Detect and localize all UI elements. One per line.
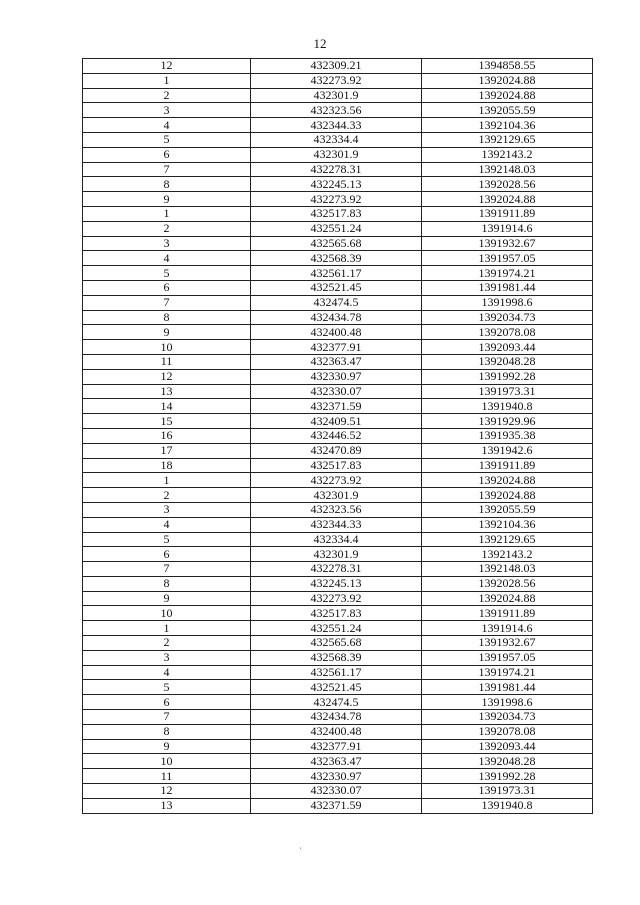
table-row xyxy=(83,488,593,503)
y-coordinate-cell: 1392024.88 xyxy=(422,88,593,103)
x-coordinate-cell: 432377.91 xyxy=(251,739,422,754)
y-coordinate-cell: 1392148.03 xyxy=(422,162,593,177)
table-row xyxy=(83,621,593,636)
point-number-cell: 18 xyxy=(83,458,251,473)
point-number-cell: 2 xyxy=(83,88,251,103)
table-row xyxy=(83,473,593,488)
coordinates-table xyxy=(82,58,593,814)
y-coordinate-cell: 1392148.03 xyxy=(422,562,593,577)
x-coordinate-cell: 432517.83 xyxy=(251,606,422,621)
table-row xyxy=(83,754,593,769)
table-row xyxy=(83,798,593,813)
point-number-cell: 17 xyxy=(83,443,251,458)
table-row xyxy=(83,739,593,754)
point-number-cell: 12 xyxy=(83,784,251,799)
table-row xyxy=(83,147,593,162)
y-coordinate-cell: 1394858.55 xyxy=(422,59,593,74)
y-coordinate-cell: 1392028.56 xyxy=(422,576,593,591)
point-number-cell: 16 xyxy=(83,428,251,443)
point-number-cell: 11 xyxy=(83,769,251,784)
table-row xyxy=(83,73,593,88)
y-coordinate-cell: 1392024.88 xyxy=(422,488,593,503)
x-coordinate-cell: 432568.39 xyxy=(251,251,422,266)
x-coordinate-cell: 432474.5 xyxy=(251,295,422,310)
y-coordinate-cell: 1392093.44 xyxy=(422,340,593,355)
x-coordinate-cell: 432474.5 xyxy=(251,695,422,710)
table-row xyxy=(83,399,593,414)
x-coordinate-cell: 432330.07 xyxy=(251,784,422,799)
table-row xyxy=(83,384,593,399)
y-coordinate-cell: 1391935.38 xyxy=(422,428,593,443)
point-number-cell: 3 xyxy=(83,103,251,118)
table-row xyxy=(83,547,593,562)
point-number-cell: 9 xyxy=(83,739,251,754)
table-row xyxy=(83,606,593,621)
table-row xyxy=(83,576,593,591)
x-coordinate-cell: 432400.48 xyxy=(251,325,422,340)
point-number-cell: 4 xyxy=(83,251,251,266)
x-coordinate-cell: 432301.9 xyxy=(251,88,422,103)
table-row xyxy=(83,680,593,695)
point-number-cell: 9 xyxy=(83,325,251,340)
point-number-cell: 15 xyxy=(83,414,251,429)
table-row xyxy=(83,369,593,384)
x-coordinate-cell: 432273.92 xyxy=(251,591,422,606)
point-number-cell: 1 xyxy=(83,73,251,88)
y-coordinate-cell: 1391998.6 xyxy=(422,295,593,310)
point-number-cell: 7 xyxy=(83,295,251,310)
table-row xyxy=(83,251,593,266)
x-coordinate-cell: 432434.78 xyxy=(251,310,422,325)
y-coordinate-cell: 1392078.08 xyxy=(422,724,593,739)
y-coordinate-cell: 1391914.6 xyxy=(422,221,593,236)
x-coordinate-cell: 432344.33 xyxy=(251,517,422,532)
point-number-cell: 9 xyxy=(83,591,251,606)
y-coordinate-cell: 1391940.8 xyxy=(422,798,593,813)
x-coordinate-cell: 432301.9 xyxy=(251,547,422,562)
y-coordinate-cell: 1392028.56 xyxy=(422,177,593,192)
table-row xyxy=(83,724,593,739)
point-number-cell: 8 xyxy=(83,310,251,325)
y-coordinate-cell: 1392143.2 xyxy=(422,147,593,162)
point-number-cell: 11 xyxy=(83,354,251,369)
y-coordinate-cell: 1391914.6 xyxy=(422,621,593,636)
point-number-cell: 10 xyxy=(83,606,251,621)
y-coordinate-cell: 1391981.44 xyxy=(422,680,593,695)
point-number-cell: 5 xyxy=(83,680,251,695)
x-coordinate-cell: 432309.21 xyxy=(251,59,422,74)
y-coordinate-cell: 1392024.88 xyxy=(422,73,593,88)
y-coordinate-cell: 1392104.36 xyxy=(422,517,593,532)
table-row xyxy=(83,650,593,665)
y-coordinate-cell: 1391992.28 xyxy=(422,769,593,784)
x-coordinate-cell: 432517.83 xyxy=(251,458,422,473)
page-number: 12 xyxy=(313,36,327,51)
stray-mark: ' xyxy=(300,846,302,855)
point-number-cell: 12 xyxy=(83,369,251,384)
x-coordinate-cell: 432561.17 xyxy=(251,665,422,680)
y-coordinate-cell: 1392024.88 xyxy=(422,192,593,207)
x-coordinate-cell: 432334.4 xyxy=(251,132,422,147)
point-number-cell: 3 xyxy=(83,502,251,517)
point-number-cell: 6 xyxy=(83,695,251,710)
point-number-cell: 13 xyxy=(83,798,251,813)
x-coordinate-cell: 432301.9 xyxy=(251,488,422,503)
y-coordinate-cell: 1392078.08 xyxy=(422,325,593,340)
x-coordinate-cell: 432561.17 xyxy=(251,266,422,281)
point-number-cell: 2 xyxy=(83,488,251,503)
table-row xyxy=(83,280,593,295)
point-number-cell: 6 xyxy=(83,280,251,295)
y-coordinate-cell: 1392048.28 xyxy=(422,354,593,369)
table-row xyxy=(83,221,593,236)
table-row xyxy=(83,502,593,517)
x-coordinate-cell: 432446.52 xyxy=(251,428,422,443)
y-coordinate-cell: 1391973.31 xyxy=(422,784,593,799)
y-coordinate-cell: 1392093.44 xyxy=(422,739,593,754)
y-coordinate-cell: 1392048.28 xyxy=(422,754,593,769)
x-coordinate-cell: 432521.45 xyxy=(251,280,422,295)
x-coordinate-cell: 432371.59 xyxy=(251,798,422,813)
point-number-cell: 1 xyxy=(83,473,251,488)
y-coordinate-cell: 1391932.67 xyxy=(422,636,593,651)
table-row xyxy=(83,325,593,340)
x-coordinate-cell: 432377.91 xyxy=(251,340,422,355)
table-row xyxy=(83,710,593,725)
point-number-cell: 2 xyxy=(83,636,251,651)
point-number-cell: 2 xyxy=(83,221,251,236)
y-coordinate-cell: 1391911.89 xyxy=(422,458,593,473)
x-coordinate-cell: 432330.07 xyxy=(251,384,422,399)
y-coordinate-cell: 1391911.89 xyxy=(422,206,593,221)
y-coordinate-cell: 1391974.21 xyxy=(422,665,593,680)
y-coordinate-cell: 1391942.6 xyxy=(422,443,593,458)
x-coordinate-cell: 432551.24 xyxy=(251,621,422,636)
point-number-cell: 8 xyxy=(83,177,251,192)
table-row xyxy=(83,354,593,369)
point-number-cell: 3 xyxy=(83,236,251,251)
table-row xyxy=(83,88,593,103)
table-row xyxy=(83,532,593,547)
table-row xyxy=(83,310,593,325)
x-coordinate-cell: 432521.45 xyxy=(251,680,422,695)
table-row xyxy=(83,665,593,680)
y-coordinate-cell: 1391957.05 xyxy=(422,251,593,266)
x-coordinate-cell: 432434.78 xyxy=(251,710,422,725)
table-row xyxy=(83,769,593,784)
x-coordinate-cell: 432565.68 xyxy=(251,236,422,251)
table-row xyxy=(83,132,593,147)
x-coordinate-cell: 432278.31 xyxy=(251,562,422,577)
x-coordinate-cell: 432245.13 xyxy=(251,177,422,192)
y-coordinate-cell: 1391911.89 xyxy=(422,606,593,621)
point-number-cell: 4 xyxy=(83,118,251,133)
y-coordinate-cell: 1391998.6 xyxy=(422,695,593,710)
table-row xyxy=(83,118,593,133)
x-coordinate-cell: 432344.33 xyxy=(251,118,422,133)
y-coordinate-cell: 1391992.28 xyxy=(422,369,593,384)
x-coordinate-cell: 432551.24 xyxy=(251,221,422,236)
coordinates-table-body xyxy=(83,59,593,814)
x-coordinate-cell: 432301.9 xyxy=(251,147,422,162)
x-coordinate-cell: 432278.31 xyxy=(251,162,422,177)
x-coordinate-cell: 432323.56 xyxy=(251,103,422,118)
x-coordinate-cell: 432334.4 xyxy=(251,532,422,547)
y-coordinate-cell: 1392143.2 xyxy=(422,547,593,562)
table-row xyxy=(83,443,593,458)
x-coordinate-cell: 432363.47 xyxy=(251,754,422,769)
y-coordinate-cell: 1391940.8 xyxy=(422,399,593,414)
point-number-cell: 1 xyxy=(83,621,251,636)
point-number-cell: 13 xyxy=(83,384,251,399)
table-row xyxy=(83,458,593,473)
x-coordinate-cell: 432470.89 xyxy=(251,443,422,458)
x-coordinate-cell: 432565.68 xyxy=(251,636,422,651)
table-row xyxy=(83,236,593,251)
x-coordinate-cell: 432330.97 xyxy=(251,369,422,384)
point-number-cell: 5 xyxy=(83,132,251,147)
y-coordinate-cell: 1392024.88 xyxy=(422,473,593,488)
y-coordinate-cell: 1392034.73 xyxy=(422,310,593,325)
table-row xyxy=(83,59,593,74)
x-coordinate-cell: 432273.92 xyxy=(251,192,422,207)
point-number-cell: 7 xyxy=(83,710,251,725)
point-number-cell: 4 xyxy=(83,517,251,532)
y-coordinate-cell: 1392055.59 xyxy=(422,103,593,118)
point-number-cell: 8 xyxy=(83,724,251,739)
table-row xyxy=(83,517,593,532)
point-number-cell: 7 xyxy=(83,562,251,577)
x-coordinate-cell: 432568.39 xyxy=(251,650,422,665)
point-number-cell: 6 xyxy=(83,147,251,162)
y-coordinate-cell: 1392129.65 xyxy=(422,532,593,547)
point-number-cell: 4 xyxy=(83,665,251,680)
table-row xyxy=(83,591,593,606)
y-coordinate-cell: 1392055.59 xyxy=(422,502,593,517)
x-coordinate-cell: 432371.59 xyxy=(251,399,422,414)
table-row xyxy=(83,784,593,799)
x-coordinate-cell: 432323.56 xyxy=(251,502,422,517)
point-number-cell: 3 xyxy=(83,650,251,665)
y-coordinate-cell: 1391957.05 xyxy=(422,650,593,665)
point-number-cell: 14 xyxy=(83,399,251,414)
table-row xyxy=(83,414,593,429)
x-coordinate-cell: 432273.92 xyxy=(251,73,422,88)
point-number-cell: 7 xyxy=(83,162,251,177)
x-coordinate-cell: 432273.92 xyxy=(251,473,422,488)
table-row xyxy=(83,695,593,710)
x-coordinate-cell: 432363.47 xyxy=(251,354,422,369)
x-coordinate-cell: 432400.48 xyxy=(251,724,422,739)
table-row xyxy=(83,562,593,577)
table-row xyxy=(83,103,593,118)
y-coordinate-cell: 1392104.36 xyxy=(422,118,593,133)
table-row xyxy=(83,340,593,355)
point-number-cell: 6 xyxy=(83,547,251,562)
table-row xyxy=(83,295,593,310)
x-coordinate-cell: 432517.83 xyxy=(251,206,422,221)
table-row xyxy=(83,428,593,443)
point-number-cell: 9 xyxy=(83,192,251,207)
y-coordinate-cell: 1392024.88 xyxy=(422,591,593,606)
point-number-cell: 1 xyxy=(83,206,251,221)
table-row xyxy=(83,266,593,281)
point-number-cell: 5 xyxy=(83,532,251,547)
y-coordinate-cell: 1392034.73 xyxy=(422,710,593,725)
x-coordinate-cell: 432330.97 xyxy=(251,769,422,784)
y-coordinate-cell: 1391974.21 xyxy=(422,266,593,281)
table-row xyxy=(83,162,593,177)
y-coordinate-cell: 1391932.67 xyxy=(422,236,593,251)
x-coordinate-cell: 432409.51 xyxy=(251,414,422,429)
table-row xyxy=(83,636,593,651)
y-coordinate-cell: 1391929.96 xyxy=(422,414,593,429)
y-coordinate-cell: 1391973.31 xyxy=(422,384,593,399)
point-number-cell: 10 xyxy=(83,754,251,769)
table-row xyxy=(83,177,593,192)
y-coordinate-cell: 1391981.44 xyxy=(422,280,593,295)
point-number-cell: 8 xyxy=(83,576,251,591)
table-row xyxy=(83,206,593,221)
y-coordinate-cell: 1392129.65 xyxy=(422,132,593,147)
point-number-cell: 10 xyxy=(83,340,251,355)
table-row xyxy=(83,192,593,207)
point-number-cell: 12 xyxy=(83,59,251,74)
point-number-cell: 5 xyxy=(83,266,251,281)
x-coordinate-cell: 432245.13 xyxy=(251,576,422,591)
